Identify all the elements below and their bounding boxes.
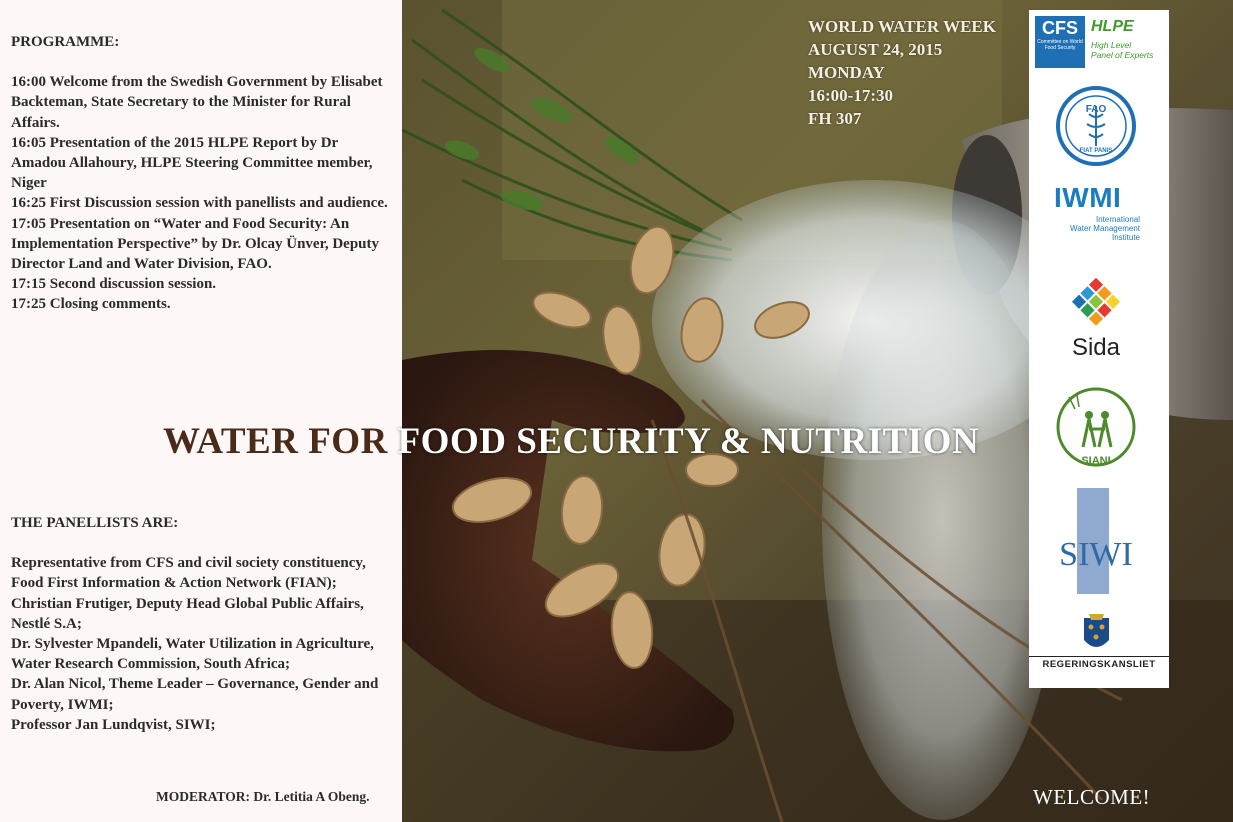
hlpe-sub-line-1: High Level — [1091, 40, 1132, 50]
programme-item: 16:05 Presentation of the 2015 HLPE Report by Dr Amadou Allahoury, HLPE Steering Committee member, Niger — [11, 134, 373, 192]
hlpe-text: HLPE — [1091, 18, 1134, 35]
panellists-heading: THE PANELLISTS ARE: — [11, 515, 179, 531]
swedish-crest-icon — [1029, 610, 1169, 658]
moderator-line: MODERATOR: Dr. Letitia A Obeng. — [156, 789, 370, 804]
iwmi-sub-line-1: International — [1095, 215, 1140, 224]
event-info — [808, 15, 996, 130]
cfs-box — [1035, 16, 1085, 68]
siani-text: SIANI — [1081, 455, 1111, 467]
regering-text: REGERINGSKANSLIET — [1042, 659, 1156, 670]
regering-divider — [1029, 656, 1169, 657]
panellist-item: Dr. Alan Nicol, Theme Leader – Governance, Gender and Poverty, IWMI; — [11, 676, 379, 713]
cfs-hlpe-logo — [1029, 14, 1169, 72]
cfs-text: CFS — [1042, 18, 1078, 38]
iwmi-text: IWMI — [1054, 182, 1122, 213]
title-part-2: FOOD SECURITY & NUTRITION — [397, 421, 980, 462]
hlpe-subtitle — [1091, 40, 1153, 60]
regeringskansliet-logo — [1029, 610, 1169, 688]
programme-item: 17:15 Second discussion session. — [11, 276, 217, 293]
panellist-item: Christian Frutiger, Deputy Head Global Public Affairs, Nestlé S.A; — [11, 595, 364, 632]
sida-logo — [1029, 278, 1169, 362]
fao-logo — [1029, 82, 1169, 170]
hlpe-sub-line-2: Panel of Experts — [1091, 50, 1154, 60]
siwi-logo — [1029, 488, 1169, 598]
sida-emblem-icon — [1029, 278, 1169, 334]
sida-text: Sida — [1071, 334, 1121, 361]
partner-logos-panel — [1029, 10, 1169, 688]
iwmi-sub-line-3: Institute — [1111, 233, 1140, 242]
programme-section — [11, 32, 391, 315]
programme-heading: PROGRAMME: — [11, 34, 120, 50]
title-part-1: WATER FOR — [163, 421, 398, 462]
left-text-panel — [0, 0, 402, 822]
programme-item: 16:25 First Discussion session with panellists and audience. — [11, 195, 388, 212]
iwmi-sub-line-2: Water Management — [1070, 224, 1140, 233]
siwi-text: SIWI — [1059, 536, 1133, 573]
fao-motto: FIAT PANIS — [1079, 148, 1113, 154]
panellist-item: Dr. Sylvester Mpandeli, Water Utilization in Agriculture, Water Research Commission, South Africa; — [11, 636, 374, 673]
panellist-item: Professor Jan Lundqvist, SIWI; — [11, 716, 216, 733]
iwmi-logo — [1029, 182, 1169, 246]
iwmi-subtitle — [1056, 215, 1140, 242]
siani-logo — [1029, 385, 1169, 475]
programme-item: 17:05 Presentation on “Water and Food Security: An Implementation Perspective” by Dr. Olcay Ünver, Deputy Director Land and Water Division, FAO. — [11, 215, 380, 273]
event-time: 16:00-17:30 — [808, 86, 893, 105]
event-date: AUGUST 24, 2015 — [808, 40, 943, 59]
event-name: WORLD WATER WEEK — [808, 17, 996, 36]
panellist-item: Representative from CFS and civil society constituency, Food First Information & Action Network (FIAN); — [11, 555, 366, 592]
event-room: FH 307 — [808, 109, 862, 128]
event-day: MONDAY — [808, 63, 885, 82]
main-title — [163, 420, 979, 463]
welcome-text: WELCOME! — [1033, 785, 1151, 809]
cfs-subtitle: Committee on World Food Security — [1037, 39, 1083, 51]
fao-text: FAO — [1085, 104, 1107, 115]
programme-item: 17:25 Closing comments. — [11, 296, 171, 313]
fao-emblem-icon — [1029, 82, 1169, 170]
panellists-section — [11, 513, 391, 735]
programme-item: 16:00 Welcome from the Swedish Government by Elisabet Backteman, State Secretary to the Minister for Rural Affairs. — [11, 74, 383, 131]
